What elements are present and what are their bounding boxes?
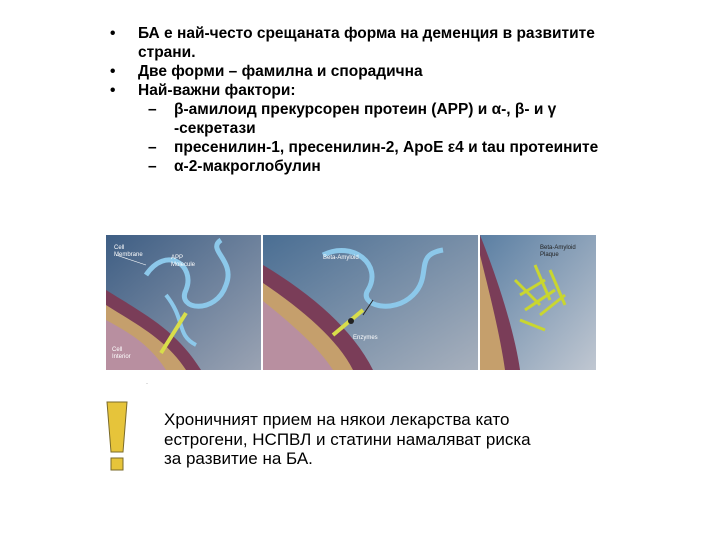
bullet-marker: •	[110, 63, 116, 80]
sub-bullet-text: β-амилоид прекурсорен протеин (APP) и α-, β- и γ -секретази	[174, 101, 557, 137]
label-beta-amyloid: Beta-Amyloid	[323, 255, 359, 261]
sub-bullet-text: α-2-макроглобулин	[174, 158, 321, 175]
bullet-item	[110, 81, 610, 100]
bullet-text: Най-важни фактори:	[138, 82, 296, 99]
label-enzymes: Enzymes	[353, 335, 378, 341]
exclamation-icon	[104, 400, 130, 474]
note-text: Хроничният прием на някои лекарства като естрогени, НСПВЛ и статини намаляват риска за развитие на БА.	[164, 410, 531, 468]
sub-bullet-item	[110, 100, 610, 138]
bullet-marker: •	[110, 25, 116, 42]
dash-marker: –	[148, 158, 157, 175]
sub-bullet-text: пресенилин-1, пресенилин-2, ApoE ε4 и tau протеините	[174, 139, 599, 156]
sub-bullet-item	[110, 138, 610, 157]
label-app-molecule: APP Molecule	[171, 255, 196, 268]
bullet-item	[110, 24, 610, 62]
small-dot-mark: ·	[146, 381, 148, 387]
label-beta-amyloid-plaque: Beta-Amyloid Plaque	[540, 245, 576, 258]
cleavage-illustration	[263, 235, 478, 370]
figure-panel-app	[106, 235, 261, 370]
dash-marker: –	[148, 101, 157, 118]
label-cell-interior: Cell Interior	[112, 347, 131, 360]
sub-bullet-item	[110, 157, 610, 176]
label-cell-membrane: Cell Membrane	[114, 245, 143, 258]
dash-marker: –	[148, 139, 157, 156]
bullet-marker: •	[110, 82, 116, 99]
bullet-text: Две форми – фамилна и спорадична	[138, 63, 423, 80]
figure-panel-cleavage	[263, 235, 478, 370]
bullet-item	[110, 62, 610, 81]
figure-panel-plaque	[480, 235, 596, 370]
bullet-text: БА е най-често срещаната форма на деменция в развитите страни.	[138, 25, 595, 61]
bullet-list	[110, 24, 610, 176]
